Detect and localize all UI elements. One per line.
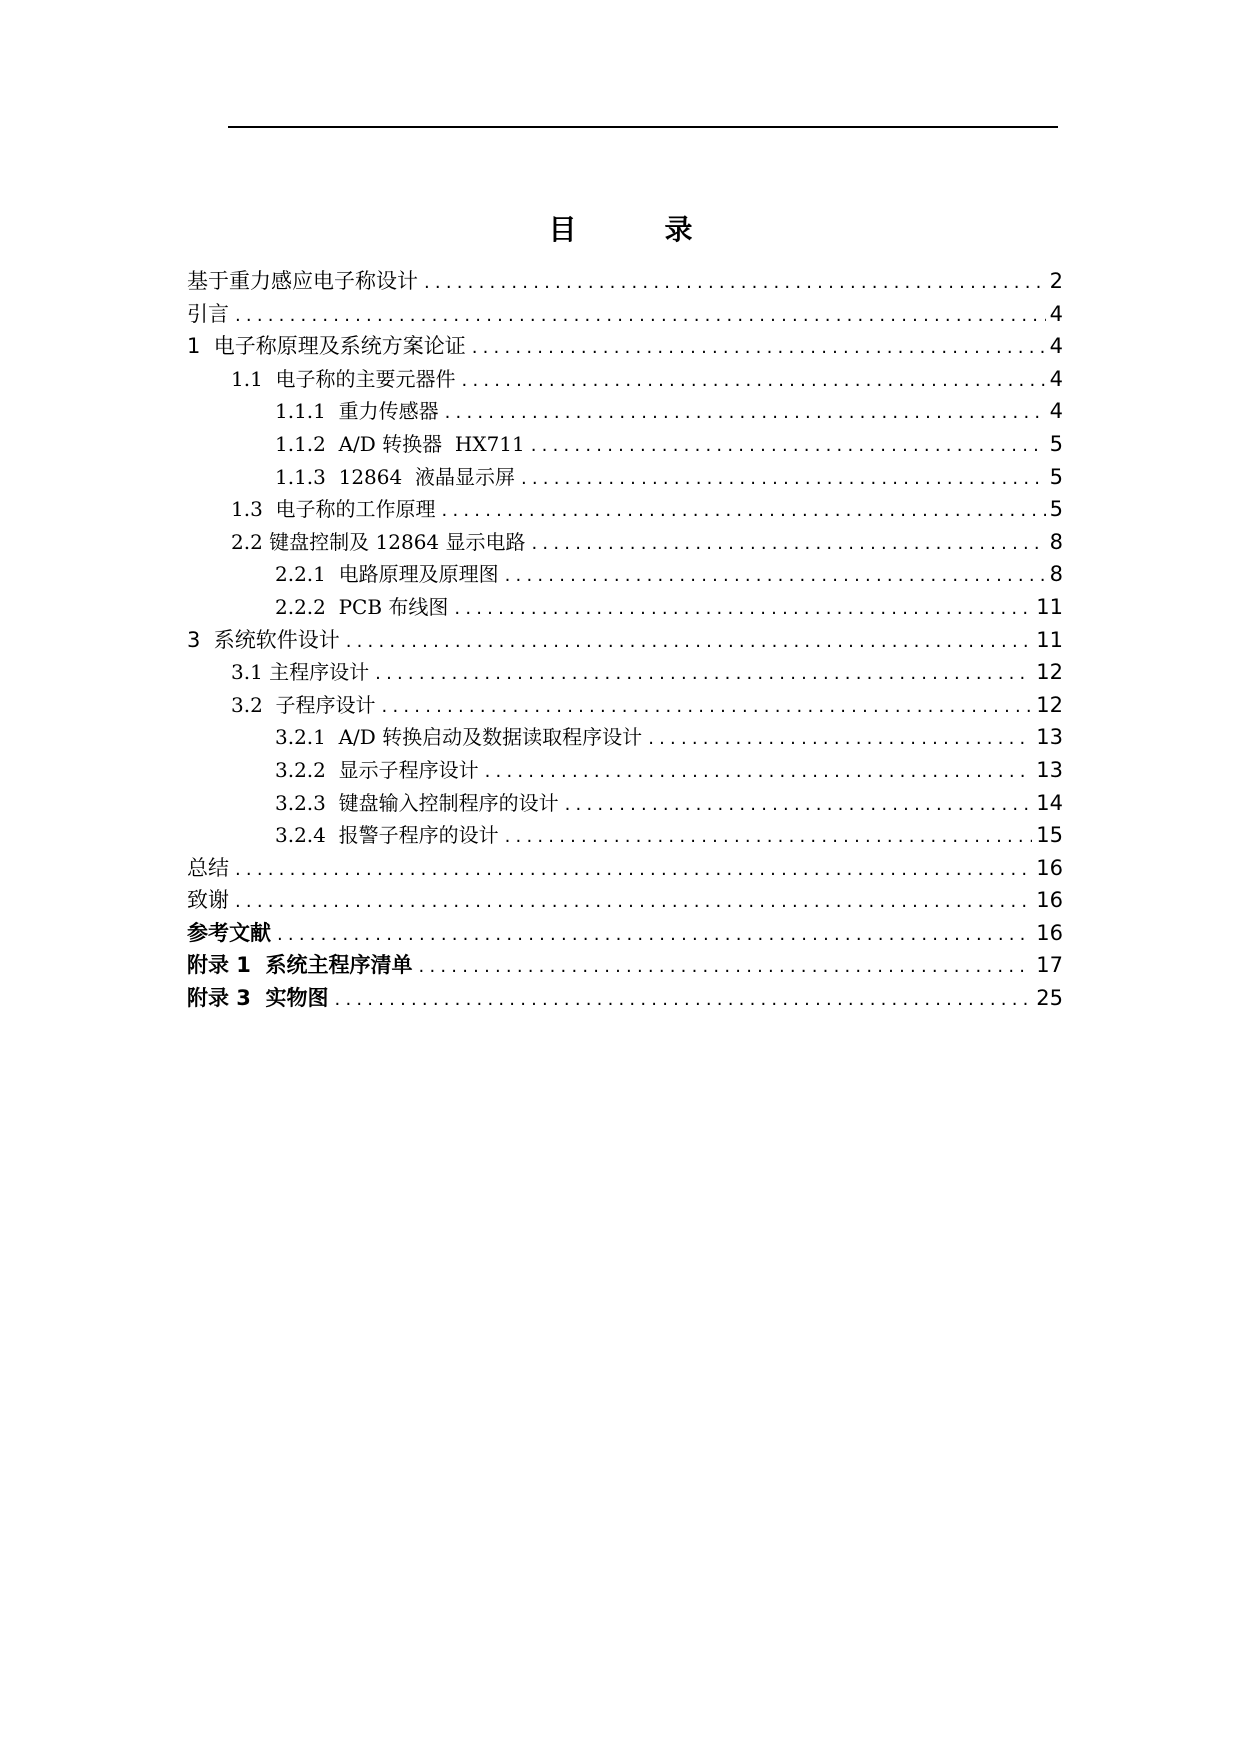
toc-entry[interactable] [187, 624, 1063, 657]
toc-leader-dots [442, 495, 1046, 526]
toc-leader-dots [346, 626, 1033, 657]
toc-leader-dots [485, 756, 1033, 787]
toc-entry[interactable] [187, 526, 1063, 559]
toc-title: 目 录 [548, 213, 723, 246]
toc-entry-label: 附录 3 实物图 [187, 986, 329, 1011]
toc-entry[interactable] [187, 721, 1063, 754]
toc-entry-label: 3.2.2 显示子程序设计 [275, 757, 479, 782]
toc-entry-page: 13 [1036, 725, 1063, 750]
toc-entry-label: 3.2.1 A/D 转换启动及数据读取程序设计 [275, 725, 643, 750]
toc-entry[interactable] [187, 558, 1063, 591]
toc-entry-page: 11 [1036, 627, 1063, 652]
toc-entry-page: 5 [1049, 497, 1063, 522]
toc-leader-dots [382, 691, 1033, 722]
toc-entry-label: 附录 1 系统主程序清单 [187, 953, 413, 978]
toc-entry-page: 17 [1036, 953, 1063, 978]
toc-entry-page: 12 [1036, 692, 1063, 717]
toc-leader-dots [462, 365, 1046, 396]
toc-entry-page: 14 [1036, 790, 1063, 815]
toc-entry-label: 总结 [187, 855, 229, 880]
toc-leader-dots [472, 332, 1046, 363]
toc-entry-label: 基于重力感应电子称设计 [187, 269, 418, 293]
toc-entry-page: 8 [1049, 529, 1063, 554]
toc-entry-page: 5 [1049, 431, 1063, 456]
toc-leader-dots [424, 267, 1046, 298]
toc-entry-page: 2 [1049, 269, 1063, 293]
toc-entry[interactable] [187, 689, 1063, 722]
toc-leader-dots [565, 789, 1033, 820]
toc-entry-page: 12 [1036, 660, 1063, 685]
toc-entry[interactable] [187, 461, 1063, 494]
toc-entry[interactable] [187, 591, 1063, 624]
toc-entry[interactable] [187, 754, 1063, 787]
toc-entry-page: 8 [1049, 562, 1063, 587]
toc-leader-dots [505, 821, 1033, 852]
toc-leader-dots [277, 919, 1032, 950]
toc-leader-dots [235, 300, 1046, 331]
toc-leader-dots [445, 397, 1046, 428]
toc-entry[interactable] [187, 330, 1063, 363]
toc-entry-page: 16 [1036, 920, 1063, 945]
toc-entry-label: 3.2.3 键盘输入控制程序的设计 [275, 790, 559, 815]
toc-leader-dots [505, 560, 1046, 591]
toc-entry[interactable] [187, 884, 1063, 917]
toc-leader-dots [521, 463, 1046, 494]
toc-entry[interactable] [187, 819, 1063, 852]
toc-entry-label: 参考文献 [187, 920, 271, 945]
toc-entry[interactable] [187, 428, 1063, 461]
toc-entry-label: 1.1.1 重力传感器 [275, 399, 439, 424]
toc-entry-label: 1.1.3 12864 液晶显示屏 [275, 464, 515, 489]
toc-entry[interactable] [187, 787, 1063, 820]
toc-entry-page: 4 [1049, 301, 1063, 326]
toc-entry[interactable] [187, 982, 1063, 1015]
toc-entry-label: 1.1 电子称的主要元器件 [231, 366, 456, 391]
toc-leader-dots [454, 593, 1032, 624]
toc-entry-label: 2.2 键盘控制及 12864 显示电路 [231, 529, 526, 554]
toc-leader-dots [419, 951, 1033, 982]
toc-entry-label: 3.2 子程序设计 [231, 692, 376, 717]
toc-entry[interactable] [187, 917, 1063, 950]
toc-entry[interactable] [187, 298, 1063, 331]
toc-entry-label: 1 电子称原理及系统方案论证 [187, 334, 466, 359]
toc-entry-page: 16 [1036, 855, 1063, 880]
toc-entry-label: 2.2.1 电路原理及原理图 [275, 562, 499, 587]
toc-entry-label: 2.2.2 PCB 布线图 [275, 594, 449, 619]
toc-leader-dots [235, 854, 1032, 885]
toc-entry-page: 5 [1049, 464, 1063, 489]
toc-leader-dots [335, 984, 1033, 1015]
toc-entry-label: 引言 [187, 301, 229, 326]
toc-entry-page: 16 [1036, 888, 1063, 913]
toc-entry-label: 3.1 主程序设计 [231, 660, 370, 685]
toc-entry-page: 15 [1036, 823, 1063, 848]
toc-entry[interactable] [187, 949, 1063, 982]
toc-entry[interactable] [187, 265, 1063, 298]
toc-entry-label: 致谢 [187, 888, 229, 913]
toc-entry-label: 1.3 电子称的工作原理 [231, 497, 436, 522]
toc-entry-page: 13 [1036, 757, 1063, 782]
toc-entry[interactable] [187, 852, 1063, 885]
toc-entry[interactable] [187, 395, 1063, 428]
toc-entry-page: 4 [1049, 334, 1063, 359]
table-of-contents [187, 265, 1063, 1015]
toc-leader-dots [532, 528, 1046, 559]
toc-entry-label: 3.2.4 报警子程序的设计 [275, 823, 499, 848]
toc-entry[interactable] [187, 656, 1063, 689]
toc-entry[interactable] [187, 493, 1063, 526]
toc-leader-dots [648, 723, 1032, 754]
header-rule [228, 126, 1058, 128]
toc-entry-label: 3 系统软件设计 [187, 627, 340, 652]
toc-entry-page: 11 [1036, 594, 1063, 619]
toc-leader-dots [375, 658, 1032, 689]
toc-entry-page: 4 [1049, 366, 1063, 391]
toc-leader-dots [235, 886, 1032, 917]
toc-entry[interactable] [187, 363, 1063, 396]
toc-entry-page: 4 [1049, 399, 1063, 424]
toc-entry-page: 25 [1036, 986, 1063, 1011]
toc-entry-label: 1.1.2 A/D 转换器 HX711 [275, 431, 525, 456]
toc-leader-dots [531, 430, 1046, 461]
